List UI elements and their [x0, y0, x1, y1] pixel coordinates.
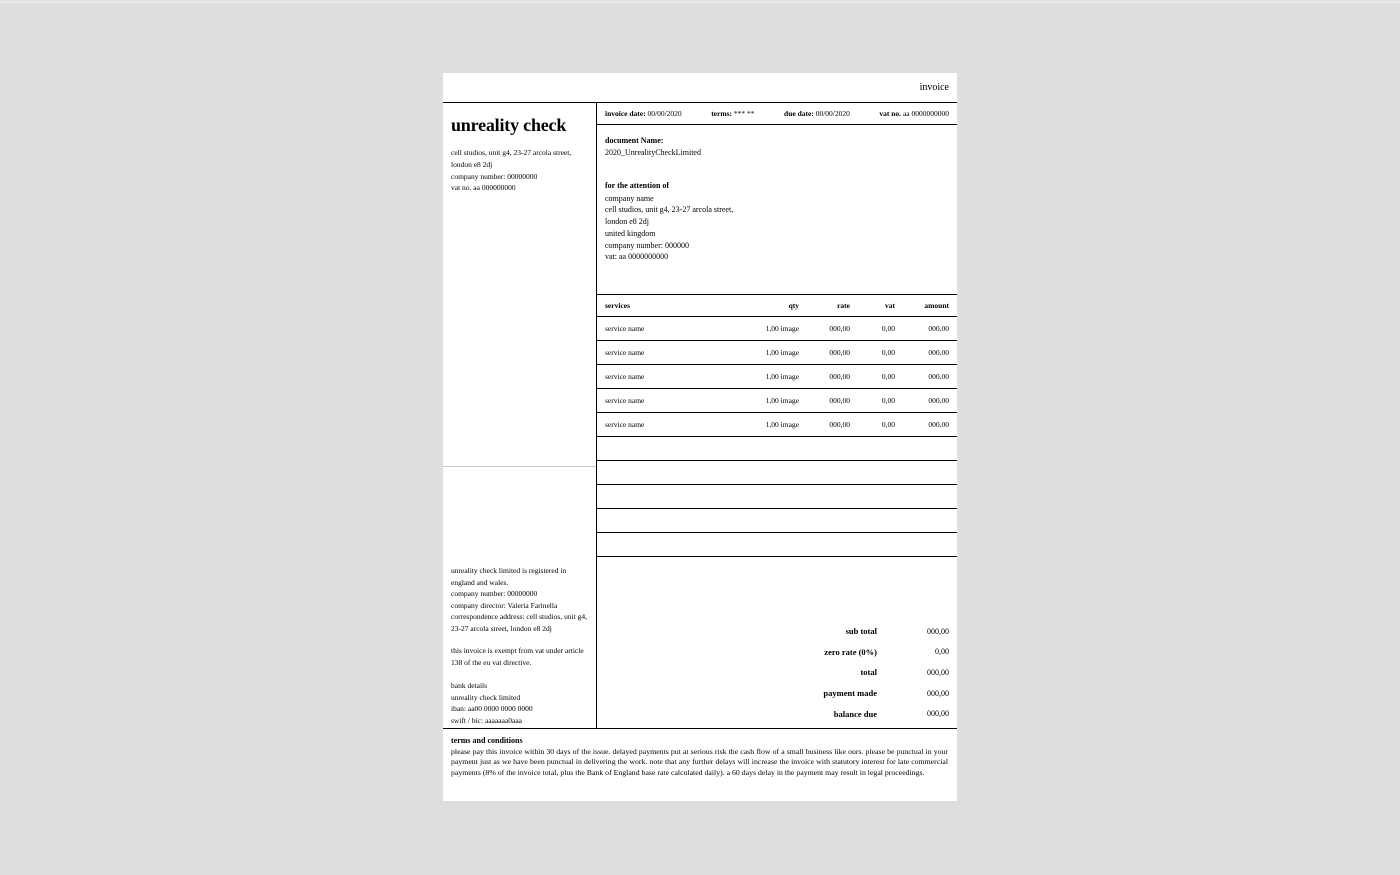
invoice-date-label: invoice date: — [605, 109, 646, 118]
company-address — [451, 147, 588, 194]
attention-line: company name — [605, 193, 654, 203]
service-amount: 000,00 — [928, 324, 949, 333]
service-rate: 000,00 — [829, 324, 850, 333]
vat-number-field — [879, 109, 949, 118]
service-rate: 000,00 — [829, 348, 850, 357]
total-row-label: sub total — [845, 626, 877, 637]
table-empty-row — [597, 485, 957, 509]
total-row-value: 000,00 — [927, 709, 949, 719]
vat-exemption-note: this invoice is exempt from vat under article 138 of the eu vat directive. — [451, 646, 584, 667]
vat-number-value: aa 0000000000 — [902, 109, 949, 118]
company-logo: unreality check — [451, 115, 567, 135]
due-date-value: 00/00/2020 — [815, 109, 850, 118]
service-rate: 000,00 — [829, 420, 850, 429]
total-row — [597, 621, 949, 642]
company-address-line: london e8 2dj — [451, 159, 493, 169]
service-name: service name — [605, 348, 645, 357]
total-row — [597, 642, 949, 663]
invoice-meta-row — [597, 103, 957, 125]
services-table-body — [597, 317, 957, 437]
service-vat: 0,00 — [881, 420, 895, 429]
services-table — [597, 294, 957, 557]
attention-label: for the attention of — [605, 181, 670, 190]
legal-info — [451, 565, 589, 726]
services-table-empty-rows — [597, 437, 957, 557]
company-block — [451, 115, 588, 194]
total-row-value: 000,00 — [927, 688, 949, 698]
total-row-value: 000,00 — [927, 667, 949, 677]
table-empty-row — [597, 509, 957, 533]
attention-lines — [605, 193, 949, 263]
attention-line: london e8 2dj — [605, 217, 649, 227]
attention-line: company number: 000000 — [605, 240, 689, 250]
left-column-divider — [443, 466, 596, 467]
total-row-value: 0,00 — [935, 647, 949, 657]
invoice-title: invoice — [919, 82, 949, 93]
invoice-title-bar — [443, 73, 957, 103]
attention-line: united kingdom — [605, 228, 656, 238]
window-top-edge — [0, 0, 1400, 3]
bank-detail-line: iban: aa00 0000 0000 0000 — [451, 704, 533, 713]
header-services: services — [605, 301, 630, 310]
invoice-date-value: 00/00/2020 — [647, 109, 682, 118]
vat-number-label: vat no. — [879, 109, 902, 118]
terms-title: terms and conditions — [451, 736, 523, 745]
document-name-label: document Name: — [605, 136, 664, 145]
service-amount: 000,00 — [928, 420, 949, 429]
terms-field — [711, 109, 754, 118]
total-row-label: total — [860, 667, 877, 678]
company-address-line: company number: 00000000 — [451, 171, 538, 181]
total-row-label: payment made — [823, 688, 877, 699]
bank-details-title: bank details — [451, 681, 488, 690]
header-vat: vat — [885, 301, 895, 310]
bank-details — [451, 680, 589, 726]
bank-detail-line: swift / bic: aaaaaaa0aaa — [451, 715, 522, 725]
company-address-line: cell studios, unit g4, 23-27 arcola street, — [451, 148, 572, 157]
due-date-label: due date: — [784, 109, 814, 118]
table-empty-row — [597, 461, 957, 485]
service-name: service name — [605, 372, 645, 381]
left-column — [443, 103, 597, 728]
total-row-label: balance due — [833, 708, 877, 719]
table-row — [597, 341, 957, 365]
table-empty-row — [597, 533, 957, 557]
terms-value: *** ** — [733, 109, 755, 118]
attention-line: cell studios, unit g4, 23-27 arcola street, — [605, 205, 734, 215]
invoice-page — [443, 73, 957, 801]
service-vat: 0,00 — [881, 372, 895, 381]
attention-block — [605, 180, 949, 263]
header-qty: qty — [788, 301, 799, 310]
service-name: service name — [605, 396, 645, 405]
service-rate: 000,00 — [829, 396, 850, 405]
right-column — [597, 103, 957, 728]
registration-line: correspondence address: cell studios, unit g4, 23-27 arcola street, london e8 2dj — [451, 612, 588, 633]
service-vat: 0,00 — [881, 348, 895, 357]
table-row — [597, 389, 957, 413]
service-amount: 000,00 — [928, 348, 949, 357]
service-qty: 1,00 image — [765, 420, 799, 429]
service-rate: 000,00 — [829, 372, 850, 381]
invoice-date-field — [605, 109, 682, 118]
registration-line: company director: Valeria Farinella — [451, 600, 558, 610]
total-row — [597, 662, 949, 683]
bank-lines — [451, 692, 589, 727]
terms-label: terms: — [711, 109, 733, 118]
table-row — [597, 317, 957, 341]
registration-info — [451, 565, 589, 634]
company-address-line: vat no. aa 000000000 — [451, 183, 516, 193]
service-name: service name — [605, 420, 645, 429]
document-name-block — [605, 136, 949, 157]
terms-body: please pay this invoice within 30 days of the issue. delayed payments put at serious risk the cash flow of a small business like ours. please be punctual in your payment just as we have been punctual in delivering the work. note that any further delays will increase the invoice with statutory interest for late commercial payments (8% of the invoice total, plus the Bank of England base rate calculated daily). a 60 days delay in the payment may result in legal proceedings. — [451, 747, 948, 777]
service-vat: 0,00 — [881, 396, 895, 405]
attention-line: vat: aa 0000000000 — [605, 252, 669, 262]
header-amount: amount — [924, 301, 949, 310]
total-row — [597, 703, 949, 724]
totals-block — [597, 621, 957, 724]
service-qty: 1,00 image — [765, 348, 799, 357]
bank-detail-line: unreality check limited — [451, 692, 521, 702]
total-row-value: 000,00 — [927, 626, 949, 636]
table-row — [597, 365, 957, 389]
table-empty-row — [597, 437, 957, 461]
registration-line: company number: 00000000 — [451, 589, 538, 598]
table-row — [597, 413, 957, 437]
service-amount: 000,00 — [928, 396, 949, 405]
total-row-label: zero rate (0%) — [824, 646, 877, 657]
terms-section — [443, 728, 957, 801]
service-vat: 0,00 — [881, 324, 895, 333]
service-name: service name — [605, 324, 645, 333]
service-amount: 000,00 — [928, 372, 949, 381]
service-qty: 1,00 image — [765, 324, 799, 333]
header-rate: rate — [837, 301, 850, 310]
registration-line: unreality check limited is registered in england and wales. — [451, 566, 567, 587]
due-date-field — [784, 109, 850, 118]
document-name-value: 2020_UnrealityCheckLimited — [605, 148, 701, 157]
total-row — [597, 683, 949, 704]
service-qty: 1,00 image — [765, 372, 799, 381]
services-table-header — [597, 294, 957, 317]
service-qty: 1,00 image — [765, 396, 799, 405]
